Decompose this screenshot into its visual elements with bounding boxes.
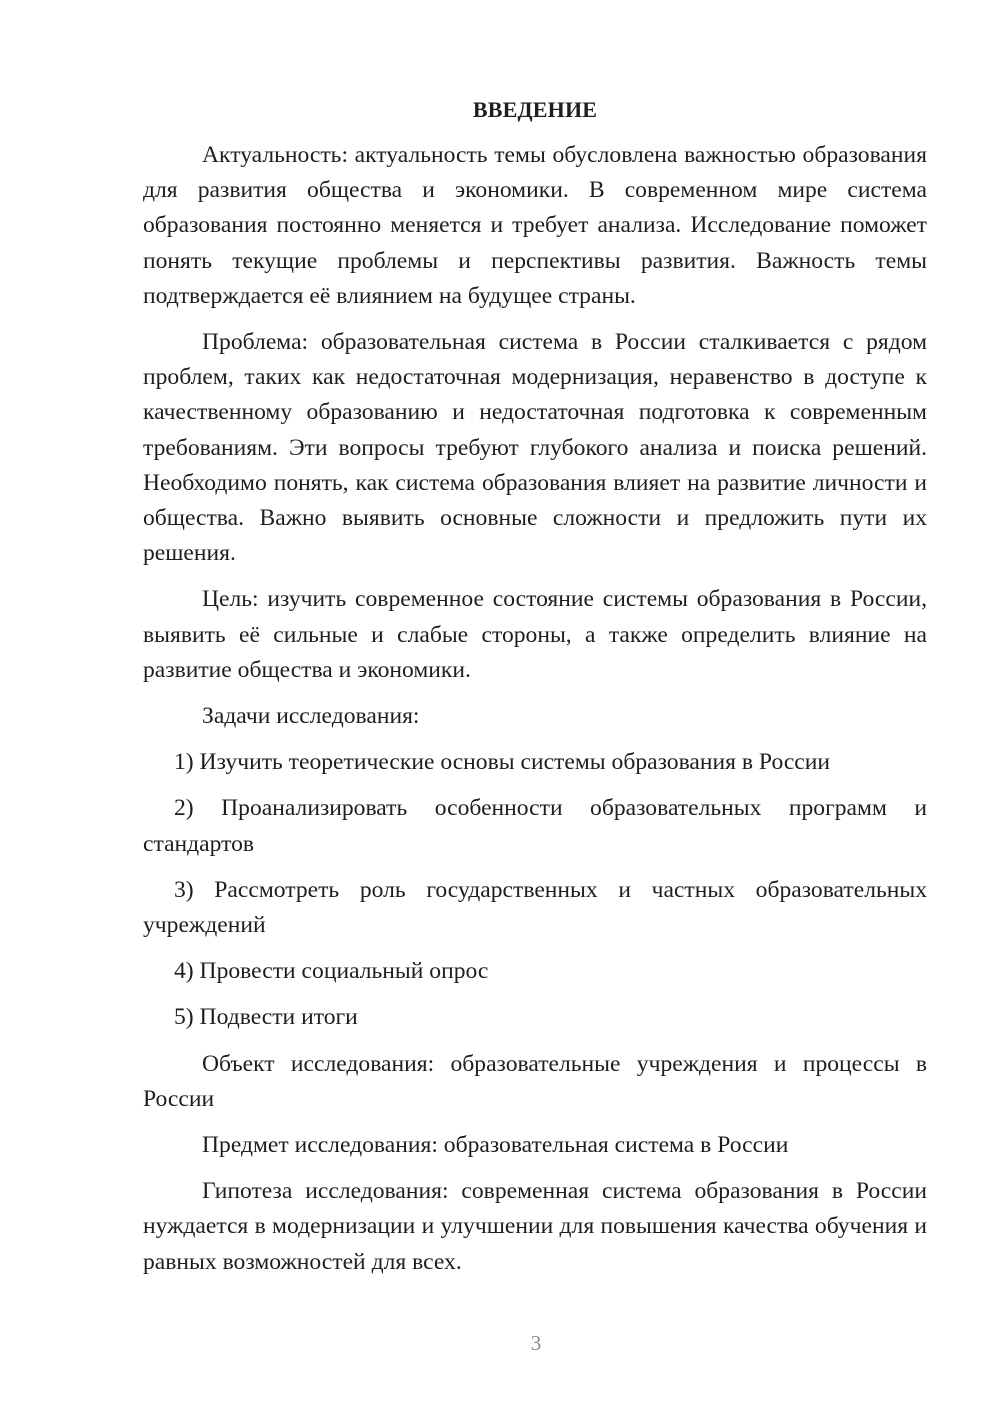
task-item-3: 3) Рассмотреть роль государственных и частных образовательных учреждений: [143, 876, 927, 939]
paragraph-goal: Цель: изучить современное состояние системы образования в России, выявить её сильные и слабые стороны, а также определить влияние на развитие общества и экономики.: [143, 586, 927, 683]
task-item-4: 4) Провести социальный опрос: [174, 958, 489, 985]
paragraph-object: Объект исследования: образовательные учреждения и процессы в России: [143, 1050, 927, 1112]
page-number: 3: [530, 1331, 542, 1355]
task-item-1: 1) Изучить теоретические основы системы образования в России: [174, 749, 831, 776]
paragraph-problem: Проблема: образовательная система в России сталкивается с рядом проблем, таких как недостаточная модернизация, неравенство в доступе к качественному образованию и недостаточная подготовка к современным требованиям. Эти вопросы требуют глубокого анализа и поиска решений. Необходимо понять, как система образования влияет на развитие личности и общества. Важно выявить основные сложности и предложить пути их решения.: [143, 329, 927, 567]
task-item-2: 2) Проанализировать особенности образовательных программ и стандартов: [143, 795, 927, 857]
paragraph-subject: Предмет исследования: образовательная система в России: [202, 1132, 789, 1159]
document-body: [143, 93, 927, 1291]
paragraph-relevance: Актуальность: актуальность темы обусловлена важностью образования для развития общества и экономики. В современном мире система образования постоянно меняется и требует анализа. Исследование поможет понять текущие проблемы и перспективы развития. Важность темы подтверждается её влиянием на будущее страны.: [143, 142, 927, 309]
paragraph-hypothesis: Гипотеза исследования: современная система образования в России нуждается в модернизации и улучшении для повышения качества обучения и равных возможностей для всех.: [143, 1178, 927, 1275]
task-item-5: 5) Подвести итоги: [174, 1004, 358, 1031]
section-title: ВВЕДЕНИЕ: [472, 97, 598, 122]
paragraph-tasks-heading: Задачи исследования:: [202, 703, 420, 730]
